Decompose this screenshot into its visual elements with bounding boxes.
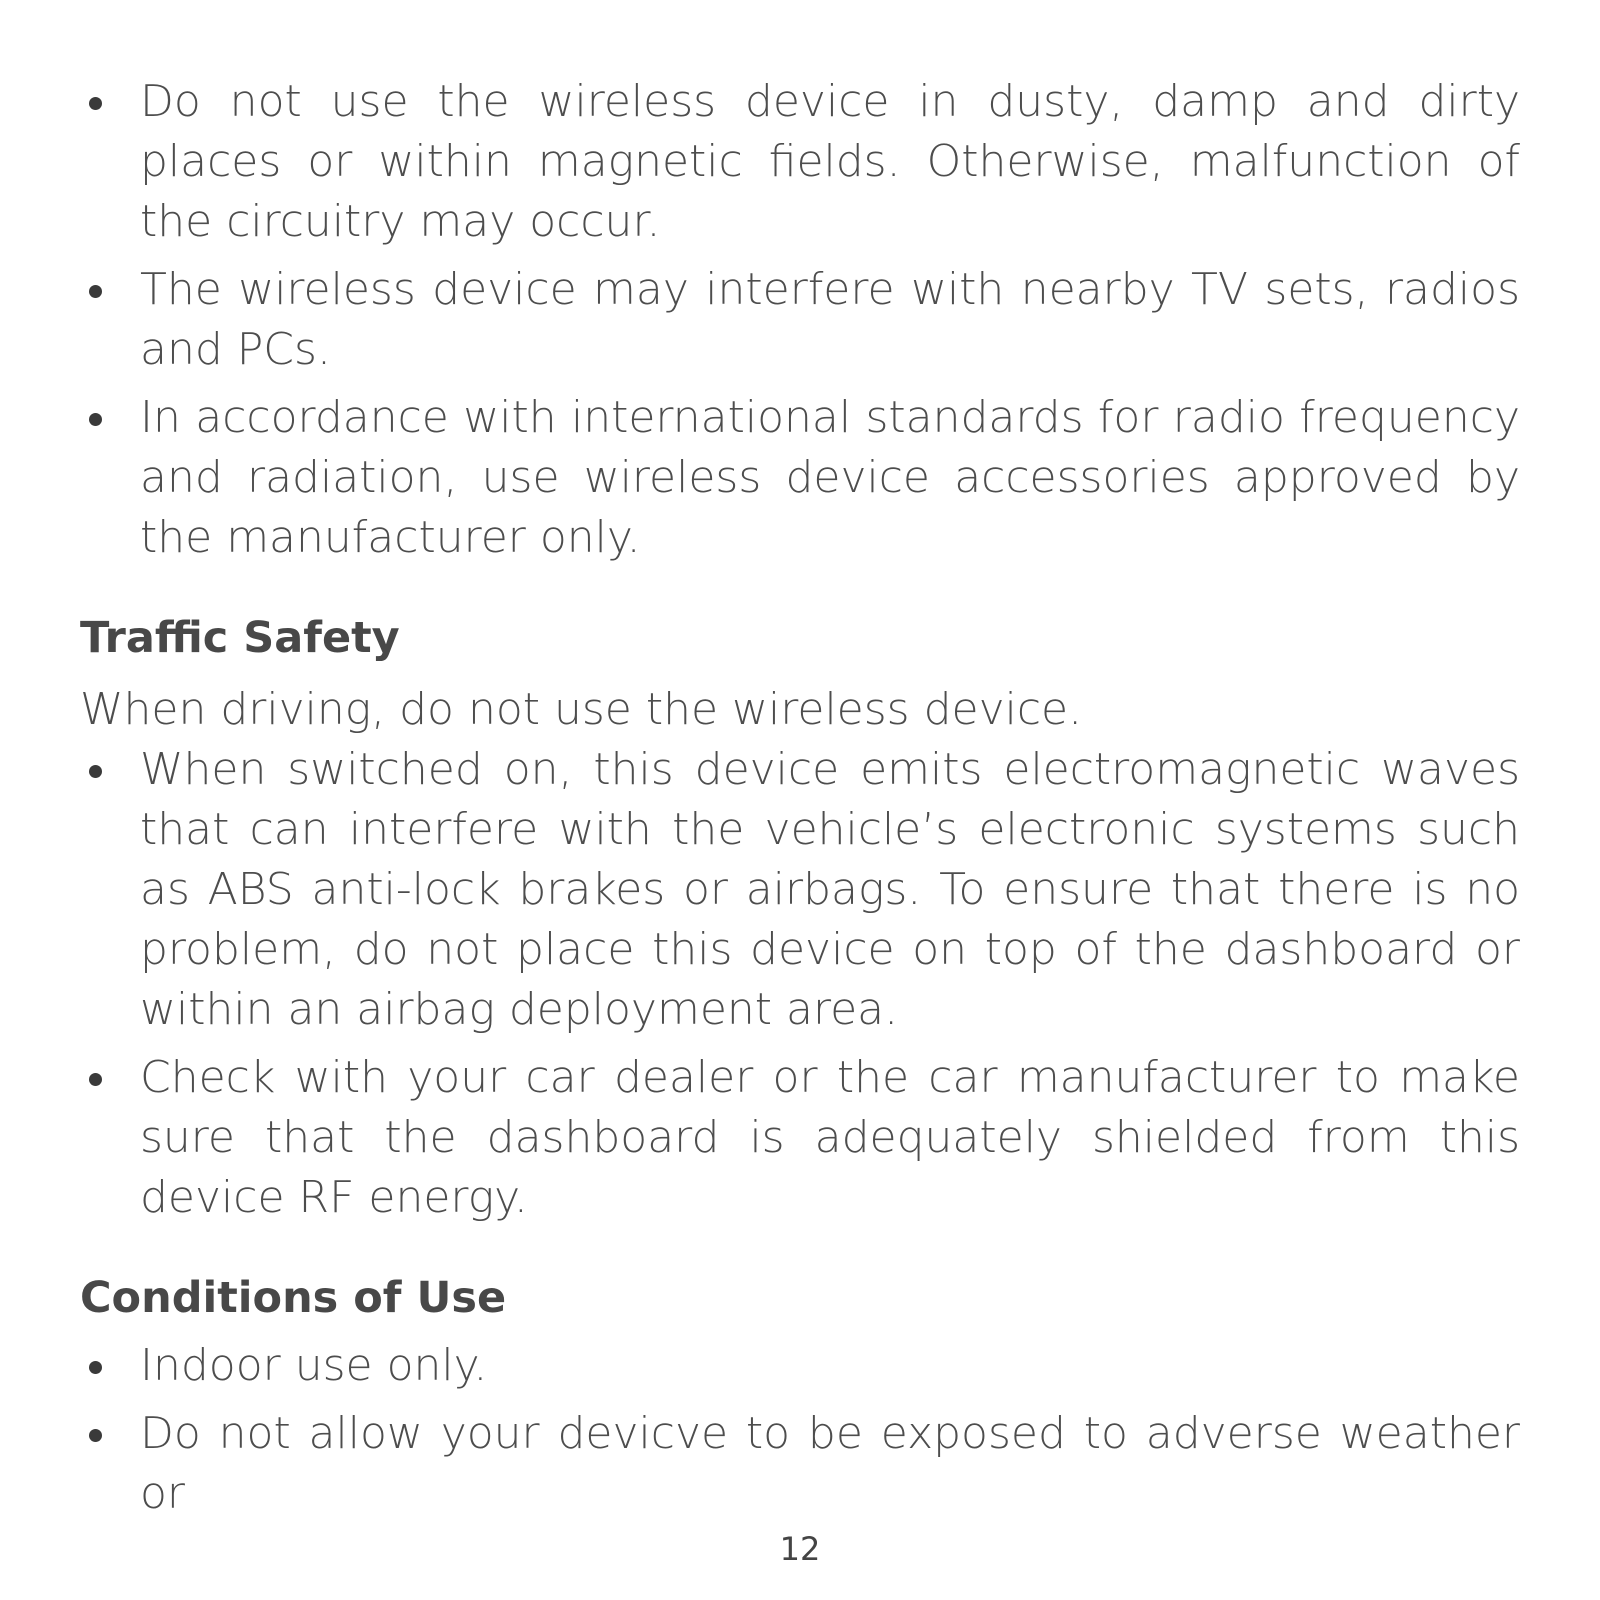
bullet-icon [89, 765, 102, 778]
list-item-text: In accordance with international standards for radio frequency and radiation, use wireless device accessories approved by the manufacturer only. [140, 392, 1520, 563]
list-item [80, 1404, 1520, 1524]
bullet-icon [89, 1073, 102, 1086]
page-number: 12 [779, 1530, 821, 1568]
traffic-safety-intro: When driving, do not use the wireless device. [80, 684, 1083, 735]
list-item-text: Check with your car dealer or the car manufacturer to make sure that the dashboard is adequately shielded from this device RF energy. [140, 1052, 1520, 1223]
list-item [80, 388, 1520, 568]
list-item-text: When switched on, this device emits electromagnetic waves that can interfere with the vehicle’s electronic systems such as ABS anti-lock brakes or airbags. To ensure that there is no problem, do not place this device on top of the dashboard or within an airbag deployment area. [140, 744, 1520, 1035]
list-item [80, 1336, 1520, 1396]
list-item [80, 740, 1520, 1040]
bullet-icon [89, 1361, 102, 1374]
traffic-safety-heading: Traffic Safety [80, 613, 400, 663]
traffic-safety-bullet-list [80, 740, 1520, 1228]
safety-bullet-list [80, 72, 1520, 568]
conditions-of-use-heading: Conditions of Use [80, 1273, 507, 1323]
bullet-icon [89, 285, 102, 298]
document-page [80, 72, 1520, 1532]
list-item-text: Indoor use only. [140, 1340, 488, 1391]
list-item [80, 260, 1520, 380]
bullet-icon [89, 97, 102, 110]
list-item-text: The wireless device may interfere with nearby TV sets, radios and PCs. [140, 264, 1520, 375]
list-item [80, 72, 1520, 252]
bullet-icon [89, 413, 102, 426]
conditions-bullet-list [80, 1336, 1520, 1524]
bullet-icon [89, 1429, 102, 1442]
list-item-text: Do not allow your devicve to be exposed to adverse weather or [140, 1408, 1520, 1519]
list-item [80, 1048, 1520, 1228]
list-item-text: Do not use the wireless device in dusty, damp and dirty places or within magnetic fields. Otherwise, malfunction of the circuitry may occur. [140, 76, 1520, 247]
